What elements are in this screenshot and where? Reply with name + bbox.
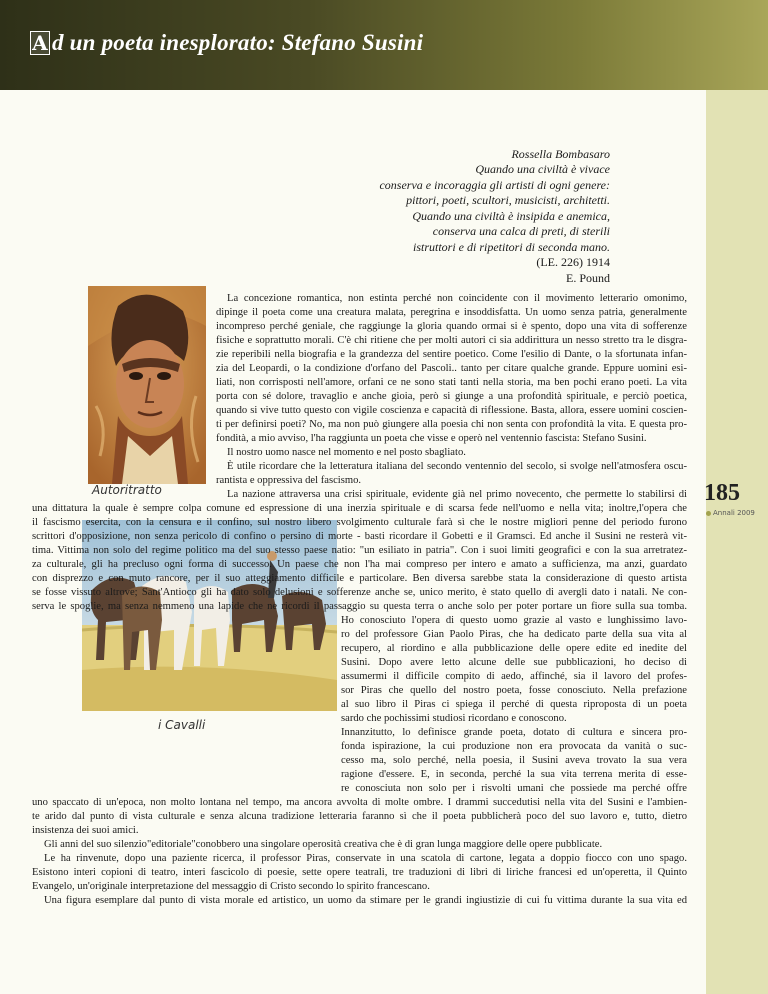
body-line: ti per definirsi poeti? No, ma non può giungere alla poesia chi non senta con profondità la vita. E questa pro- [216, 419, 687, 430]
body-line: re conosciuta non solo per i risvolti umani che possiede ma perché offre [341, 783, 687, 794]
body-line: Ho conosciuto l'opera di questo uomo grazie al vasto e lunghissimo lavo- [341, 615, 687, 626]
body-line: incompreso perché geniale, che raggiunge la gloria quando ormai si è spento, dopo una vita di sofferenze [216, 321, 687, 332]
portrait-caption: Autoritratto [92, 483, 162, 497]
page-number: 185 [704, 480, 740, 506]
body-line: recupero, al riordino e alla pubblicazione delle opere edite ed inedite del [341, 643, 687, 654]
epigraph-attribution: E. Pound [565, 270, 610, 285]
body-line: ro del professore Gian Paolo Piras, che ha dedicato parte della sua vita al [341, 629, 687, 640]
body-line: dipinge il poeta come una creatura malata, peregrina e insoddisfatta. Un uomo senza patria, generalmente [216, 307, 687, 318]
page-marker [704, 480, 764, 517]
body-line: rantista e oppressiva del fascismo. [216, 475, 362, 486]
title-dropcap: A [30, 31, 50, 55]
body-line: uno spaccato di un'epoca, non molto lontana nel tempo, ma ancora avvolta di molte ombre. I drammi succedutisi nella vita del Susini e l'ambien- [32, 797, 687, 808]
epigraph-line: istruttori e di ripetitori di seconda mano. [413, 239, 610, 254]
body-line: Le ha rinvenute, dopo una paziente ricerca, il professor Piras, conservate in una scatola di cartone, legata a doppio fiocco con uno spago. [44, 853, 687, 864]
body-line: Il nostro uomo nasce nel momento e nel posto sbagliato. [227, 447, 466, 458]
body-line: Gli anni del suo silenzio"editoriale"conobbero una singolare operosità creativa che è di gran lunga maggiore delle opere pubblicate. [44, 839, 603, 850]
body-line: te arido dal punto di vista culturale e senza alcuna tradizione letteraria faranno sì che il poeta pubblicherà poco del suo lavoro e, tutto, dietro [32, 811, 687, 822]
body-line: quando si vive tutto questo con vigile coscienza e capacità di riflessione. Basta, allora, essere uomini coscien- [216, 405, 687, 416]
body-line: una dittatura la quale è sempre colpa comune ed espressione di una inerzia spirituale e di scarsa fede nell'uomo e nella vita; inoltre,l'opera che [32, 503, 687, 514]
author-name: Rossella Bombasaro [511, 147, 610, 161]
body-line: assumermi il difficile compito di aedo, affinché, sia il lavoro del profes- [341, 671, 687, 682]
body-line: porta con sé dolore, travaglio e anche gioia, però si giunge a una profondità spirituale, e perciò poetica, [216, 391, 687, 402]
body-line: al suo libro il Piras ci spiega il perché di questa riproposta di un poeta [341, 699, 687, 710]
epigraph-line: pittori, poeti, scultori, musicisti, architetti. [406, 193, 610, 207]
epigraph-line: Quando una civiltà è vivace [475, 162, 610, 176]
self-portrait-image [88, 286, 206, 484]
body-line: insistenza dei suoi amici. [32, 825, 139, 836]
body-line: cesso ma, solo perché, nella poesia, il Susini aveva trovato la sua vera [341, 755, 687, 766]
body-line: scrittori d'opposizione, non senza pericolo di confino o persino di morte - basti ricordare il Gobetti e il Gramsci. Ed anche il Susini ne resterà vit- [32, 531, 687, 542]
body-line: Esistono interi copioni di teatro, interi fascicolo di poesie, sette opere teatrali, tre traduzioni di libri di liriche francesi ed un'operetta, il Quinto [32, 867, 687, 878]
body-line: Innanzitutto, lo definisce grande poeta, dotato di cultura e sincera pro- [341, 727, 687, 738]
header-banner [0, 0, 768, 90]
body-line: za culturale, gli ha precluso ogni forma di successo. Un paese che non l'ha mai compreso per intero e amato a sufficienza, ma anzi, guardato [32, 559, 687, 570]
bullet-icon [706, 511, 711, 516]
body-line: Susini. Dopo avere letto alcune delle sue pubblicazioni, ho deciso di [341, 657, 687, 668]
article-title [30, 30, 423, 56]
body-line: ragione d'essere. E, in seconda, perché la sua vita terrena merita di esse- [341, 769, 687, 780]
body-line: La nazione attraversa una crisi spirituale, evidente già nel primo novecento, che permette lo stabilirsi di [227, 489, 687, 500]
epigraph-line: conserva e incoraggia gli artisti di ogni genere: [379, 177, 610, 192]
epigraph [270, 162, 610, 286]
horses-caption: i Cavalli [158, 718, 206, 732]
body-line: Evangelo, un'originale interpretazione del messaggio di Cristo secondo lo spirito francescano. [32, 881, 430, 892]
body-line: La concezione romantica, non estinta perché non coincidente con il movimento letterario omonimo, [227, 293, 687, 304]
body-line: sor Piras che quello del nostro poeta, fosse conosciuto. Nella prefazione [341, 685, 687, 696]
journal-label [706, 509, 764, 517]
body-line: tima. Vittima non solo del regime politico ma del suo stesso paese natio: "un esiliato in patria". Con i suoi limiti geografici e con la sua arretratez- [32, 545, 687, 556]
epigraph-line: conserva una calca di preti, di sterili [432, 224, 610, 238]
body-line: liati, non corrisposti nell'amore, orfani ce ne sono stati tanti nella storia, ma ben pochi erano poeti. La vita [216, 377, 687, 388]
body-line: Una figura esemplare dal punto di vista morale ed artistico, un uomo da stimare per le grandi ingiustizie di cui fu vittima durante la sua vita ed [44, 895, 687, 906]
journal-name: Annali 2009 [713, 509, 755, 517]
body-line: fisiche e soprattutto morali. C'è chi ritiene che per molti autori ci sia addirittura un nesso stretto tra le disgra- [216, 335, 687, 346]
body-line: fonda ispirazione, la cui produzione non era provocata da vanità o suc- [341, 741, 687, 752]
title-text: d un poeta inesplorato: Stefano Susini [52, 30, 424, 55]
epigraph-line: Quando una civiltà è insipida e anemica, [412, 208, 610, 223]
body-line: con disprezzo e con muto rancore, per il suo atteggiamento difficile e particolare. Ben diversa sarebbe stata la considerazione di questo artista [32, 573, 687, 584]
margin-band [706, 90, 768, 994]
body-line: È utile ricordare che la letteratura italiana del secondo ventennio del secolo, si svolge nell'atmosfera oscu- [227, 461, 687, 472]
body-line: zia del Leopardi, o la condizione d'orfano del Pascoli.. tanto per citare qualche grande. Eppure uomini esi- [216, 363, 687, 374]
body-line: il fascismo esercita, con la censura e il confino, sul nostro libero svolgimento culturale farà sì che le nostre migliori penne del periodo furono [32, 517, 687, 528]
body-line: sardo che pochissimi studiosi ricordano e conoscono. [341, 713, 567, 724]
body-line: serva le spoglie, ma senza nemmeno una lapide che ne ricordi il passaggio su questa terra o anche solo per poter portare un fiore sulla sua tomba. [32, 601, 687, 612]
body-line: zie reperibili nella biografia e la grandezza del sentire poetico. Come l'esilio di Dante, o la sfortunata infan- [216, 349, 687, 360]
body-line: fondità, a mio avviso, l'ha raggiunta un poeta che visse e operò nel ventennio fascista: Stefano Susini. [216, 433, 647, 444]
body-line: se fosse vissuto altrove; Sant'Antioco gli ha dato solo delusioni e sofferenze anche se, unico merito, è stato quello di avergli dato i natali. Ne con- [32, 587, 687, 598]
epigraph-source: (LE. 226) 1914 [536, 255, 610, 269]
